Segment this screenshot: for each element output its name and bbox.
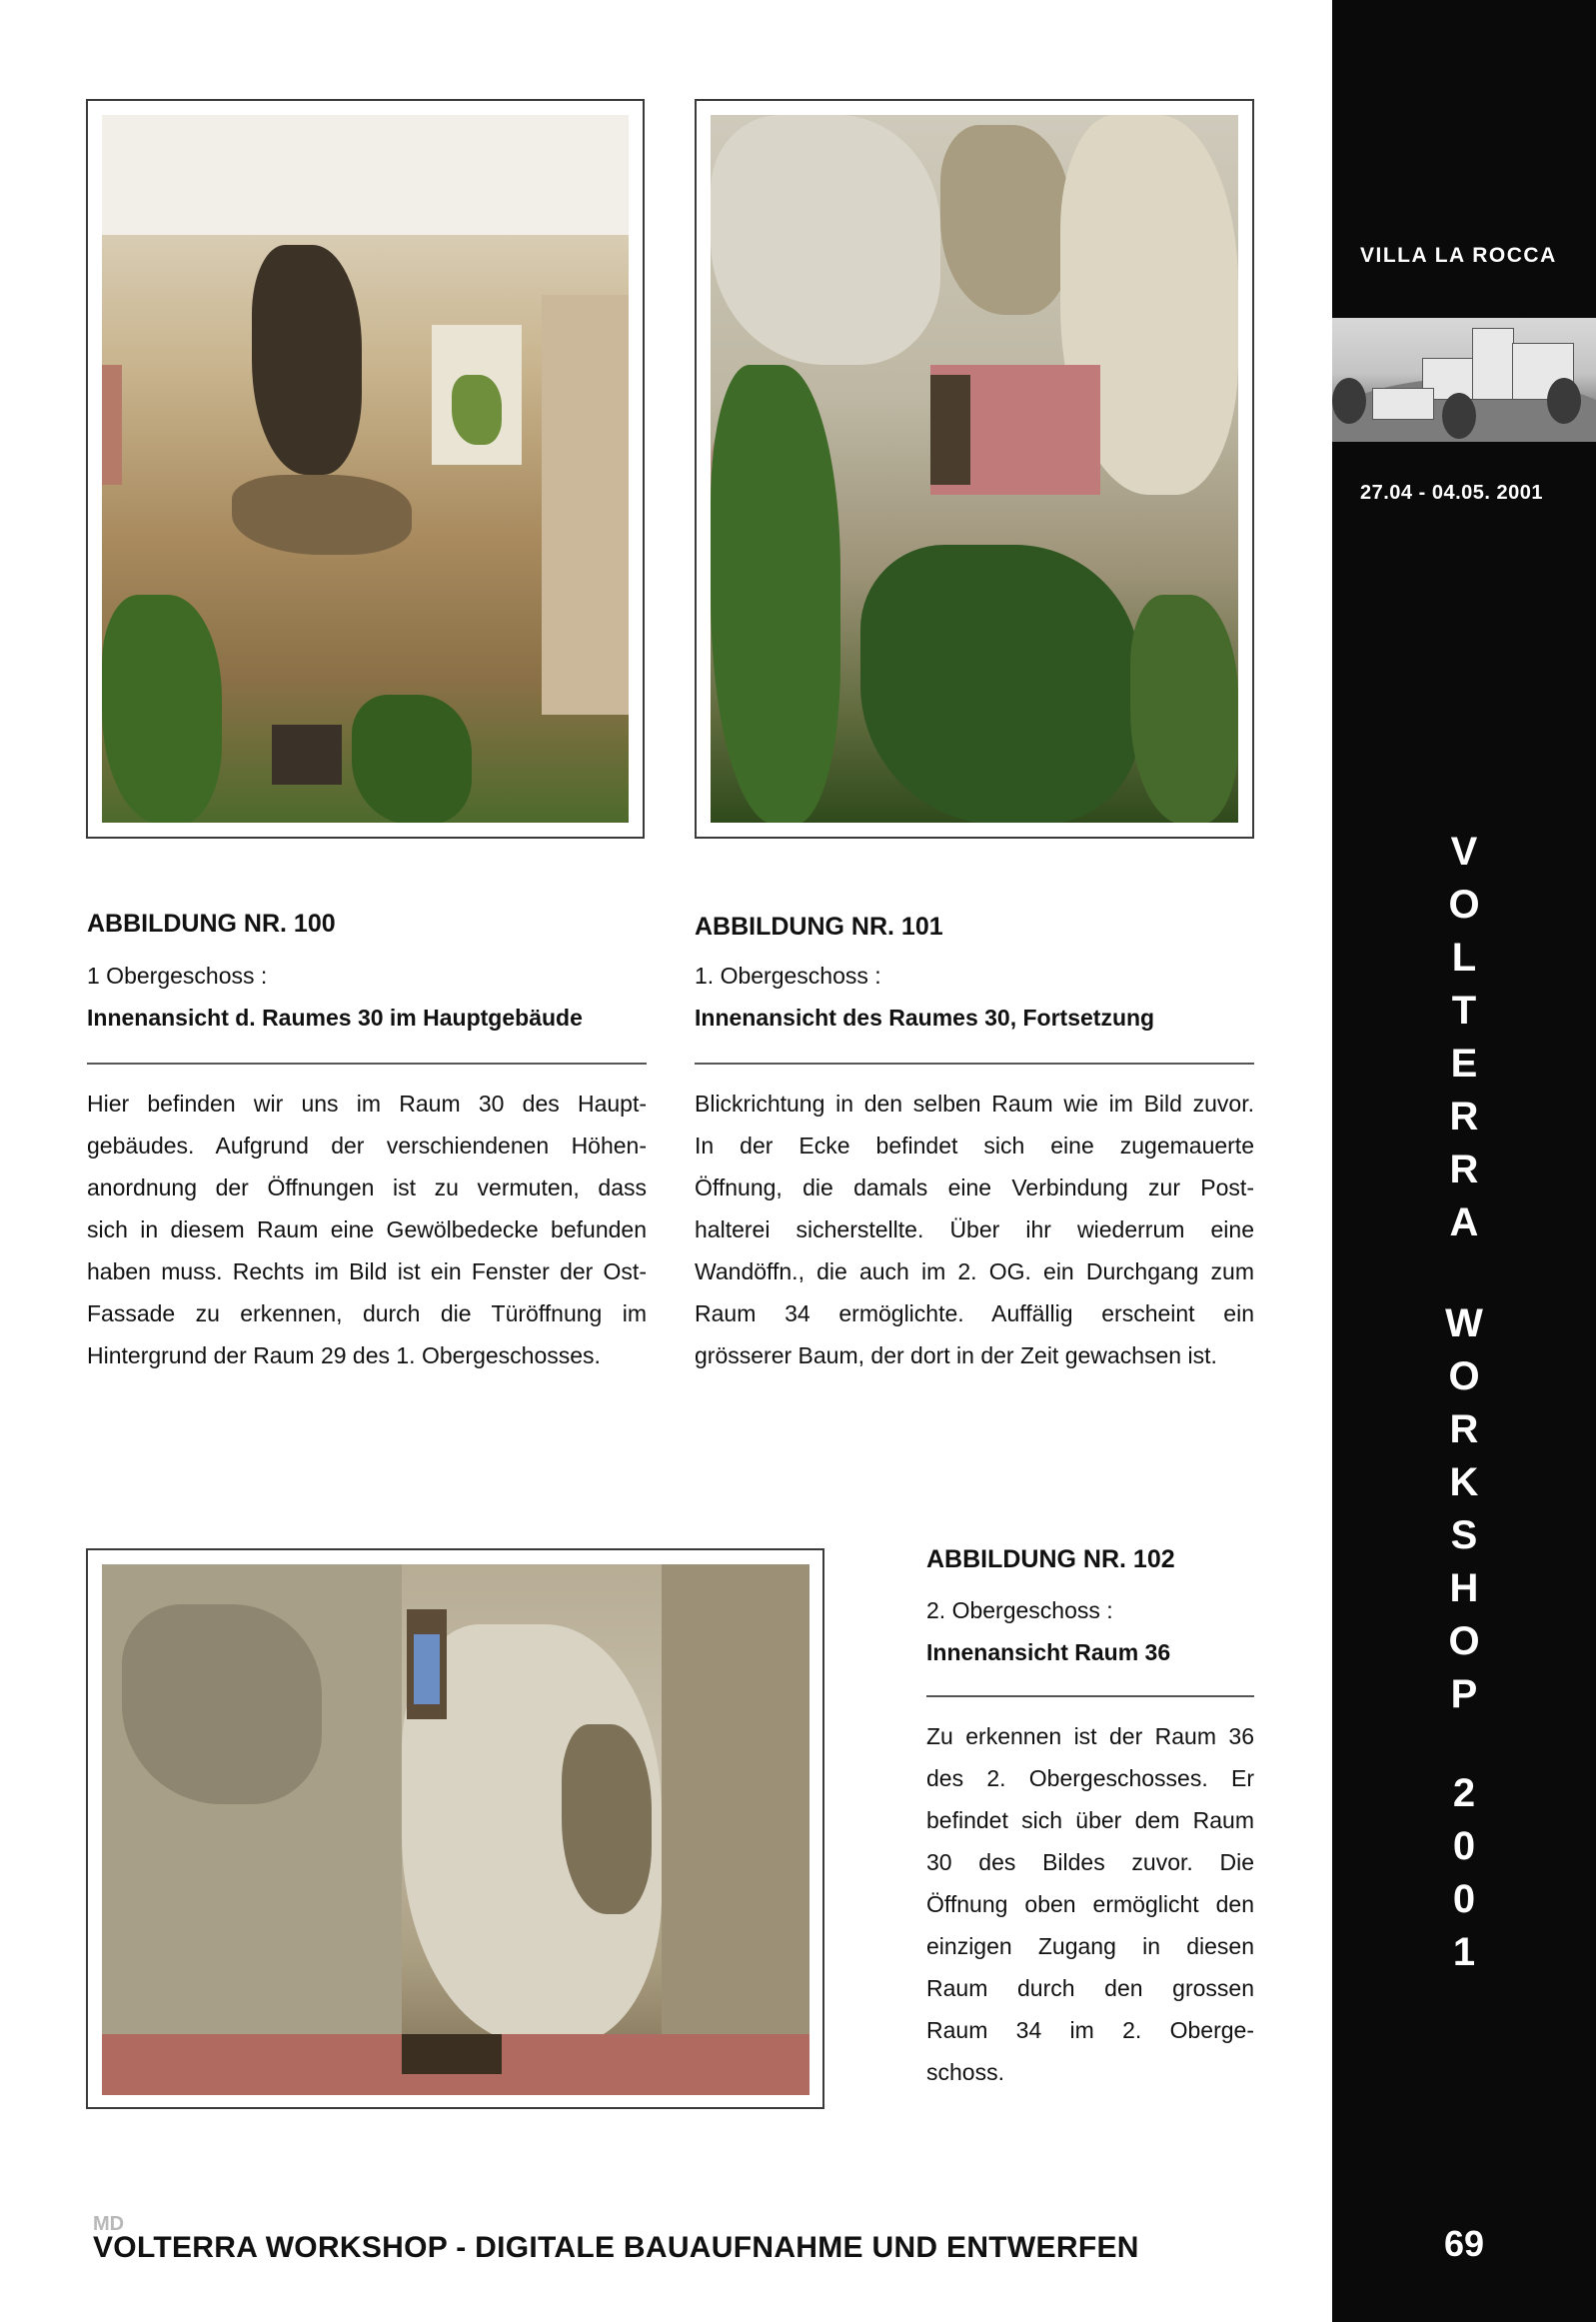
vertical-letter: R: [1449, 1148, 1479, 1191]
text-line: Öffnung oben ermöglicht den: [926, 1891, 1254, 1917]
text-line: 30 des Bildes zuvor. Die: [926, 1849, 1254, 1875]
vertical-letter: O: [1448, 1619, 1480, 1663]
vertical-letter: L: [1451, 936, 1477, 980]
page-number: 69: [1443, 2223, 1485, 2264]
vertical-letter: V: [1450, 830, 1478, 874]
sidebar-title: VILLA LA ROCCA: [1360, 244, 1557, 267]
vertical-letter: H: [1449, 1566, 1479, 1610]
vertical-letter: E: [1450, 1042, 1478, 1086]
text-line: halterei sicherstellte. Über ihr wiederrum eine: [695, 1216, 1254, 1242]
vertical-letter: O: [1448, 883, 1480, 927]
vertical-letter: 1: [1452, 1930, 1476, 1974]
text-line: Raum 34 im 2. Oberge-: [926, 2017, 1254, 2043]
text-line: gebäudes. Aufgrund der verschiendenen Höhen-: [87, 1133, 647, 1159]
photo-frame-100: [86, 99, 645, 839]
vertical-word-volterra: [1332, 826, 1596, 1249]
vertical-letter: 2: [1452, 1771, 1476, 1815]
photo-frame-102: [86, 1548, 824, 2109]
vertical-word-workshop: [1332, 1297, 1596, 1721]
figure-102-text: [926, 1715, 1254, 2093]
figure-102-name: Innenansicht Raum 36: [926, 1639, 1171, 1665]
text-line: sich in diesem Raum eine Gewölbedecke befunden: [87, 1216, 647, 1242]
figure-102-rule: [926, 1695, 1254, 1697]
text-line: Zu erkennen ist der Raum 36: [926, 1723, 1254, 1749]
figure-100-title: ABBILDUNG NR. 100: [87, 910, 336, 938]
figure-101-title: ABBILDUNG NR. 101: [695, 913, 943, 941]
sidebar: [1332, 0, 1596, 2322]
text-line: Hintergrund der Raum 29 des 1. Obergeschosses.: [87, 1342, 601, 1368]
text-line: anordnung der Öffnungen ist zu vermuten, dass: [87, 1174, 647, 1200]
text-line: Öffnung, die damals eine Verbindung zur Post-: [695, 1174, 1254, 1200]
vertical-letter: A: [1449, 1200, 1479, 1244]
vertical-letter: 0: [1452, 1877, 1476, 1921]
text-line: In der Ecke befindet sich eine zugemauerte: [695, 1133, 1254, 1159]
text-line: grösserer Baum, der dort in der Zeit gewachsen ist.: [695, 1342, 1217, 1368]
vertical-letter: R: [1449, 1407, 1479, 1451]
author-initials: MD: [93, 2213, 125, 2235]
vertical-letter: O: [1448, 1354, 1480, 1398]
figure-101-rule: [695, 1063, 1254, 1065]
figure-100-floor: 1 Obergeschoss :: [87, 963, 268, 989]
text-line: des 2. Obergeschosses. Er: [926, 1765, 1254, 1791]
text-line: Blickrichtung in den selben Raum wie im Bild zuvor.: [695, 1091, 1254, 1117]
figure-100-name: Innenansicht d. Raumes 30 im Hauptgebäude: [87, 1005, 583, 1031]
vertical-letter: K: [1449, 1460, 1479, 1504]
villa-photo: [1332, 318, 1596, 442]
vertical-letter: 0: [1452, 1824, 1476, 1868]
figure-101-text: [695, 1083, 1254, 1376]
text-line: Fassade zu erkennen, durch die Türöffnung im: [87, 1300, 647, 1326]
figure-102-title: ABBILDUNG NR. 102: [926, 1545, 1175, 1573]
photo-frame-101: [695, 99, 1254, 839]
footer-title: VOLTERRA WORKSHOP - DIGITALE BAUAUFNAHME UND ENTWERFEN: [93, 2231, 1139, 2264]
text-line: haben muss. Rechts im Bild ist ein Fenster der Ost-: [87, 1258, 647, 1284]
photo-100: [102, 115, 629, 823]
vertical-letter: S: [1450, 1513, 1478, 1557]
text-line: einzigen Zugang in diesen: [926, 1933, 1254, 1959]
figure-100-text: [87, 1083, 647, 1376]
vertical-word-year: [1332, 1767, 1596, 1979]
text-line: Raum durch den grossen: [926, 1975, 1254, 2001]
photo-101: [711, 115, 1238, 823]
vertical-letter: W: [1445, 1301, 1483, 1345]
text-line: befindet sich über dem Raum: [926, 1807, 1254, 1833]
text-line: Raum 34 ermöglichte. Auffällig erscheint ein: [695, 1300, 1254, 1326]
vertical-letter: T: [1451, 989, 1477, 1033]
text-line: schoss.: [926, 2059, 1004, 2085]
workshop-dates: 27.04 - 04.05. 2001: [1360, 482, 1543, 504]
text-line: Hier befinden wir uns im Raum 30 des Haupt-: [87, 1091, 647, 1117]
figure-101-floor: 1. Obergeschoss :: [695, 963, 881, 989]
photo-102: [102, 1564, 809, 2095]
text-line: Wandöffn., die auch im 2. OG. ein Durchgang zum: [695, 1258, 1254, 1284]
figure-102-floor: 2. Obergeschoss :: [926, 1597, 1113, 1623]
vertical-letter: P: [1450, 1672, 1478, 1716]
figure-101-name: Innenansicht des Raumes 30, Fortsetzung: [695, 1005, 1155, 1031]
vertical-letter: R: [1449, 1095, 1479, 1139]
figure-100-rule: [87, 1063, 647, 1065]
